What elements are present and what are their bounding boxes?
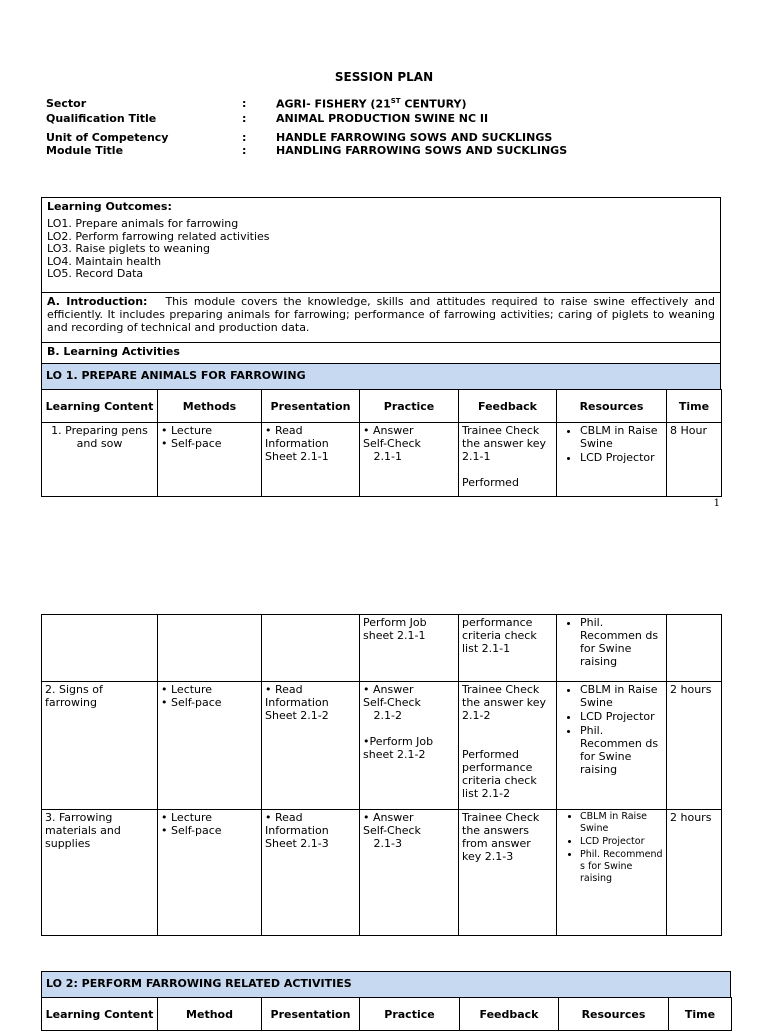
table-row xyxy=(42,682,722,810)
lo2-heading: LO 2: PERFORM FARROWING RELATED ACTIVITIES xyxy=(41,971,731,998)
learning-content-cell: 1. Preparing pens and sow xyxy=(42,423,158,497)
column-header: Feedback xyxy=(459,390,557,423)
table-row xyxy=(42,615,722,682)
learning-activities-heading: B. Learning Activities xyxy=(41,342,721,364)
practice-cell: • Answer Self-Check 2.1-2 •Perform Job sheet 2.1-2 xyxy=(360,682,459,810)
introduction-box xyxy=(41,292,721,343)
feedback-cell: Trainee Check the answer key 2.1-1 Performed xyxy=(459,423,557,497)
time-cell: 2 hours xyxy=(667,810,722,936)
methods-cell: • Lecture • Self-pace xyxy=(158,423,262,497)
learning-content-cell: 2. Signs of farrowing xyxy=(42,682,158,810)
page-title: SESSION PLAN xyxy=(334,70,434,84)
column-header: Time xyxy=(667,390,722,423)
feedback-cell: Trainee Check the answers from answer key 2.1-3 xyxy=(459,810,557,936)
column-header: Feedback xyxy=(460,998,559,1031)
lo2-table xyxy=(41,997,732,1031)
column-header: Learning Content xyxy=(42,998,158,1031)
column-header: Time xyxy=(669,998,732,1031)
lo1-heading: LO 1. PREPARE ANIMALS FOR FARROWING xyxy=(41,363,721,390)
methods-cell: • Lecture • Self-pace xyxy=(158,682,262,810)
sector-value: AGRI- FISHERY (21ST CENTURY) xyxy=(276,97,467,111)
table-row xyxy=(42,423,722,497)
module-label: Module Title xyxy=(46,144,124,157)
time-cell: 2 hours xyxy=(667,682,722,810)
outcome-item: LO5. Record Data xyxy=(47,267,144,280)
column-header: Presentation xyxy=(262,390,360,423)
outcome-item: LO1. Prepare animals for farrowing xyxy=(47,217,239,230)
colon: : xyxy=(242,97,247,110)
column-header: Learning Content xyxy=(42,390,158,423)
feedback-cell: performance criteria check list 2.1-1 xyxy=(459,615,557,682)
resources-cell: • CBLM in Raise Swine • LCD Projector xyxy=(557,423,667,497)
colon: : xyxy=(242,144,247,157)
column-header: Methods xyxy=(158,390,262,423)
learning-content-cell xyxy=(42,615,158,682)
practice-cell: • Answer Self-Check 2.1-1 xyxy=(360,423,459,497)
learning-outcomes-box xyxy=(41,197,721,293)
column-header: Method xyxy=(158,998,262,1031)
unit-label: Unit of Competency xyxy=(46,131,169,144)
column-header: Presentation xyxy=(262,998,360,1031)
colon: : xyxy=(242,112,247,125)
outcome-item: LO3. Raise piglets to weaning xyxy=(47,242,210,255)
qualification-value: ANIMAL PRODUCTION SWINE NC II xyxy=(276,112,489,125)
outcome-item: LO4. Maintain health xyxy=(47,254,162,268)
column-header: Resources xyxy=(557,390,667,423)
learning-outcomes-heading: Learning Outcomes: xyxy=(47,200,172,213)
lo1-table-continued xyxy=(41,614,722,936)
resources-cell: • CBLM in Raise Swine • LCD Projector • Phil. Recommend s for Swine raising xyxy=(557,810,667,936)
outcome-item: LO2. Perform farrowing related activities xyxy=(47,229,270,243)
time-cell: 8 Hour xyxy=(667,423,722,497)
colon: : xyxy=(242,131,247,144)
time-cell xyxy=(667,615,722,682)
introduction-text: This module covers the knowledge, skills and attitudes required to raise swine effectively and efficiently. It includes preparing animals for farrowing; performance of farrowing activities; caring of piglets to weaning and recording of technical and production data. xyxy=(47,295,715,334)
introduction-label: A. Introduction: xyxy=(47,295,148,308)
page-number: 1 xyxy=(713,498,720,509)
resources-cell: • CBLM in Raise Swine • LCD Projector • Phil. Recommen ds for Swine raising xyxy=(557,682,667,810)
presentation-cell xyxy=(262,615,360,682)
presentation-cell: • Read Information Sheet 2.1-2 xyxy=(262,682,360,810)
unit-value: HANDLE FARROWING SOWS AND SUCKLINGS xyxy=(276,131,553,144)
qualification-label: Qualification Title xyxy=(46,112,157,125)
practice-cell: Perform Job sheet 2.1-1 xyxy=(360,615,459,682)
sector-label: Sector xyxy=(46,97,87,110)
practice-cell: • Answer Self-Check 2.1-3 xyxy=(360,810,459,936)
resources-cell: • Phil. Recommen ds for Swine raising xyxy=(557,615,667,682)
module-value: HANDLING FARROWING SOWS AND SUCKLINGS xyxy=(276,144,568,157)
methods-cell xyxy=(158,615,262,682)
lo1-table xyxy=(41,389,722,497)
methods-cell: • Lecture • Self-pace xyxy=(158,810,262,936)
presentation-cell: • Read Information Sheet 2.1-1 xyxy=(262,423,360,497)
learning-content-cell: 3. Farrowing materials and supplies xyxy=(42,810,158,936)
table-row xyxy=(42,810,722,936)
feedback-cell: Trainee Check the answer key 2.1-2 Performed performance criteria check list 2.1-2 xyxy=(459,682,557,810)
column-header: Practice xyxy=(360,390,459,423)
column-header: Practice xyxy=(360,998,460,1031)
table-header-row xyxy=(42,998,732,1031)
table-header-row xyxy=(42,390,722,423)
presentation-cell: • Read Information Sheet 2.1-3 xyxy=(262,810,360,936)
column-header: Resources xyxy=(559,998,669,1031)
